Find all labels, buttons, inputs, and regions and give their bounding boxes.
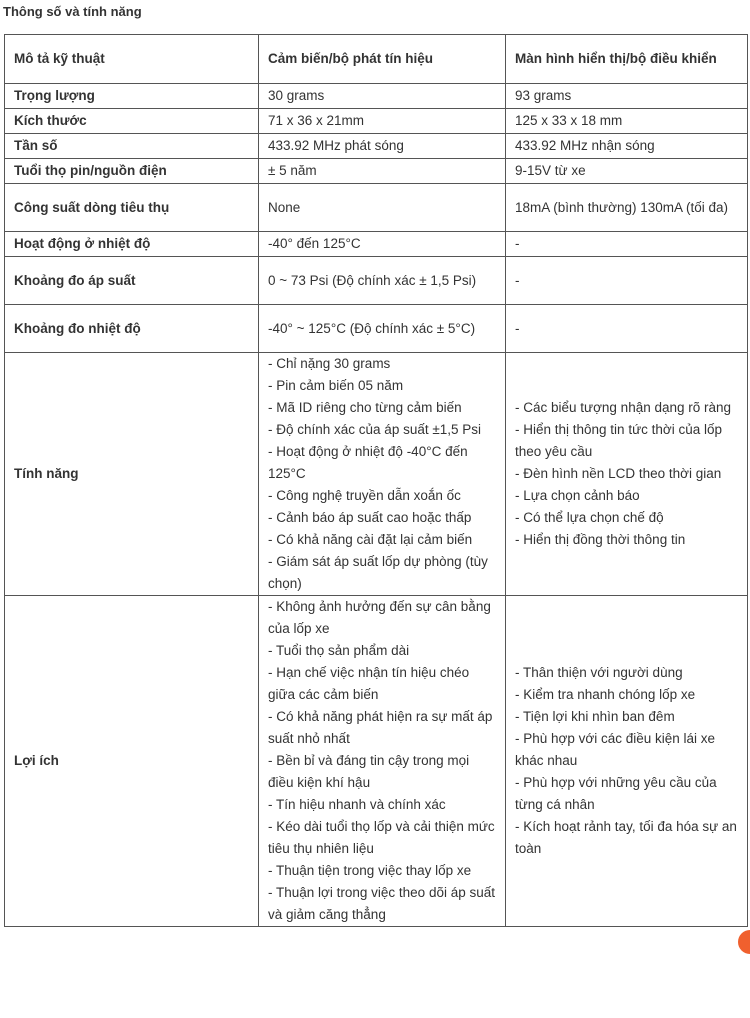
row-label: Lợi ích — [5, 596, 259, 927]
list-item: - Phù hợp với những yêu cầu của từng cá nhân — [515, 775, 717, 812]
sensor-value: ± 5 năm — [259, 159, 506, 184]
list-item: - Độ chính xác của áp suất ±1,5 Psi — [268, 422, 482, 437]
column-header-display: Màn hình hiển thị/bộ điều khiển — [506, 35, 748, 84]
row-label: Tính năng — [5, 353, 259, 596]
list-item: - Cảnh báo áp suất cao hoặc thấp — [268, 510, 472, 525]
display-value: 9-15V từ xe — [506, 159, 748, 184]
list-item: - Công nghệ truyền dẫn xoắn ốc — [268, 488, 461, 503]
list-item: - Có thể lựa chọn chế độ — [515, 510, 664, 525]
list-item: - Các biểu tượng nhận dạng rõ ràng — [515, 400, 732, 415]
list-item: - Kích hoạt rảnh tay, tối đa hóa sự an toàn — [515, 819, 737, 856]
row-label: Hoạt động ở nhiệt độ — [5, 232, 259, 257]
floating-action-icon[interactable] — [738, 930, 750, 954]
column-header-sensor: Cảm biến/bộ phát tín hiệu — [259, 35, 506, 84]
list-item: - Hoạt động ở nhiệt độ -40°C đến 125°C — [268, 444, 468, 481]
sensor-value: 71 x 36 x 21mm — [259, 109, 506, 134]
row-label: Công suất dòng tiêu thụ — [5, 184, 259, 232]
row-label: Tần số — [5, 134, 259, 159]
row-label: Khoảng đo nhiệt độ — [5, 305, 259, 353]
table-row — [5, 257, 748, 305]
list-item: - Kéo dài tuổi thọ lốp và cải thiện mức tiêu thụ nhiên liệu — [268, 819, 495, 856]
sensor-value: 433.92 MHz phát sóng — [259, 134, 506, 159]
list-item: - Không ảnh hưởng đến sự cân bằng của lốp xe — [268, 599, 491, 636]
list-item: - Hạn chế việc nhận tín hiệu chéo giữa các cảm biến — [268, 665, 470, 702]
list-item: - Pin cảm biến 05 năm — [268, 378, 404, 393]
display-value: - — [506, 305, 748, 353]
list-item: - Có khả năng cài đặt lại cảm biến — [268, 532, 473, 547]
sensor-value: -40° đến 125°C — [259, 232, 506, 257]
list-item: - Phù hợp với các điều kiện lái xe khác nhau — [515, 731, 716, 768]
table-header-row — [5, 35, 748, 84]
table-row — [5, 305, 748, 353]
list-item: - Hiển thị đồng thời thông tin — [515, 532, 686, 547]
display-value: 18mA (bình thường) 130mA (tối đa) — [506, 184, 748, 232]
list-item: - Chỉ nặng 30 grams — [268, 356, 391, 371]
list-item: - Thuận tiện trong việc thay lốp xe — [268, 863, 472, 878]
list-item: - Thân thiện với người dùng — [515, 665, 683, 680]
display-value: - — [506, 232, 748, 257]
column-header-description: Mô tả kỹ thuật — [5, 35, 259, 84]
display-value: 93 grams — [506, 84, 748, 109]
row-label: Trọng lượng — [5, 84, 259, 109]
list-item: - Kiểm tra nhanh chóng lốp xe — [515, 687, 696, 702]
table-row — [5, 159, 748, 184]
features-sensor-list — [259, 353, 506, 596]
row-label: Kích thước — [5, 109, 259, 134]
display-value: 125 x 33 x 18 mm — [506, 109, 748, 134]
list-item: - Giám sát áp suất lốp dự phòng (tùy chọn) — [268, 554, 488, 591]
row-label: Tuổi thọ pin/nguồn điện — [5, 159, 259, 184]
list-item: - Tuổi thọ sản phẩm dài — [268, 643, 410, 658]
list-item: - Đèn hình nền LCD theo thời gian — [515, 466, 722, 481]
row-label: Khoảng đo áp suất — [5, 257, 259, 305]
list-item: - Tiện lợi khi nhìn ban đêm — [515, 709, 675, 724]
table-row — [5, 84, 748, 109]
features-row — [5, 353, 748, 596]
table-row — [5, 232, 748, 257]
list-item: - Bền bỉ và đáng tin cậy trong mọi điều kiện khí hậu — [268, 753, 470, 790]
display-value: 433.92 MHz nhận sóng — [506, 134, 748, 159]
list-item: - Thuận lợi trong việc theo dõi áp suất và giảm căng thẳng — [268, 885, 495, 922]
features-display-list — [506, 353, 748, 596]
display-value: - — [506, 257, 748, 305]
table-row — [5, 109, 748, 134]
benefits-display-list — [506, 596, 748, 927]
table-row — [5, 184, 748, 232]
sensor-value: -40° ~ 125°C (Độ chính xác ± 5°C) — [259, 305, 506, 353]
sensor-value: None — [259, 184, 506, 232]
list-item: - Lựa chọn cảnh báo — [515, 488, 640, 503]
list-item: - Hiển thị thông tin tức thời của lốp theo yêu cầu — [515, 422, 722, 459]
list-item: - Mã ID riêng cho từng cảm biến — [268, 400, 462, 415]
benefits-sensor-list — [259, 596, 506, 927]
page-title: Thông số và tính năng — [3, 4, 142, 19]
spec-table — [4, 34, 748, 927]
benefits-row — [5, 596, 748, 927]
list-item: - Tín hiệu nhanh và chính xác — [268, 797, 446, 812]
list-item: - Có khả năng phát hiện ra sự mất áp suất nhỏ nhất — [268, 709, 493, 746]
sensor-value: 30 grams — [259, 84, 506, 109]
table-row — [5, 134, 748, 159]
sensor-value: 0 ~ 73 Psi (Độ chính xác ± 1,5 Psi) — [259, 257, 506, 305]
